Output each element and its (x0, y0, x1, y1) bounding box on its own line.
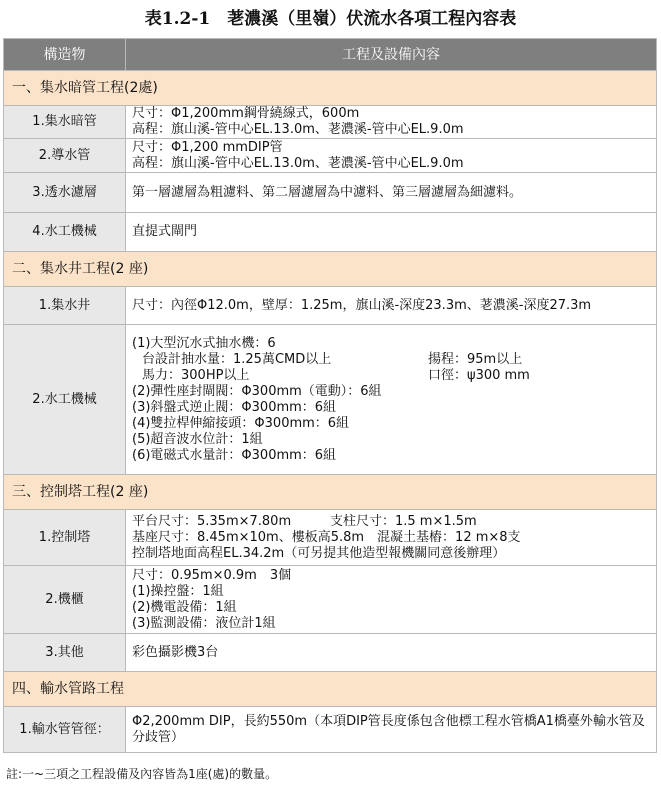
row-content (126, 106, 657, 139)
content-line: (5)超音波水位計：1組 (132, 431, 263, 447)
content-line: 控制塔地面高程EL.34.2m（可另提其他造型報機關同意後辦理） (132, 545, 506, 561)
content-line: (1)大型沉水式抽水機：6 (132, 335, 276, 351)
table-note: 註:一~三項之工程設備及內容皆為1座(處)的數量。 (6, 767, 278, 781)
section-transmission-pipes: 四、輸水管路工程 (4, 672, 657, 707)
works-table (3, 38, 657, 753)
content-line: 彩色攝影機3台 (132, 644, 219, 660)
content-line: (3)斜盤式逆止閥：Φ300mm：6組 (132, 399, 337, 415)
content-line: 尺寸：內徑Φ12.0m，壁厚：1.25m，旗山溪-深度23.3m、荖濃溪-深度27.3m (132, 297, 592, 313)
row-name: 1.集水暗管 (4, 106, 126, 139)
section-row (4, 252, 657, 287)
row-name: 3.其他 (4, 634, 126, 672)
content-line: (6)電磁式水量計：Φ300mm：6組 (132, 447, 337, 463)
header-structure: 構造物 (4, 39, 126, 71)
content-line: 基座尺寸：8.45m×10m、樓板高5.8m 混凝土基樁：12 m×8支 (132, 529, 521, 545)
row-name: 2.導水管 (4, 139, 126, 173)
section-row (4, 672, 657, 707)
content-line: 第一層濾層為粗濾料、第二層濾層為中濾料、第三層濾層為細濾料。 (132, 184, 523, 200)
content-line: (1)操控盤：1組 (132, 583, 224, 599)
row-name: 4.水工機械 (4, 213, 126, 252)
row-content (126, 173, 657, 213)
table-row (4, 634, 657, 672)
row-content (126, 139, 657, 173)
table-title: 表1.2-1 荖濃溪（里嶺）伏流水各項工程內容表 (144, 9, 517, 29)
row-name: 3.透水濾層 (4, 173, 126, 213)
table-row (4, 173, 657, 213)
content-line: (2)彈性座封閘閥：Φ300mm（電動）：6組 (132, 383, 382, 399)
row-name: 2.機櫃 (4, 566, 126, 634)
section-row (4, 475, 657, 510)
section-row (4, 71, 657, 106)
table-row (4, 325, 657, 475)
row-content (126, 213, 657, 252)
content-line: 尺寸：Φ1,200 mmDIP管 (132, 139, 283, 155)
section-control-tower: 三、控制塔工程(2 座) (4, 475, 657, 510)
table-row (4, 213, 657, 252)
table-header-row (4, 39, 657, 71)
content-segment: 揚程：95m以上 (428, 351, 523, 367)
header-content: 工程及設備內容 (126, 39, 657, 71)
row-content (126, 634, 657, 672)
content-line: 直提式閘門 (132, 224, 198, 239)
content-line: (4)雙拉桿伸縮接頭：Φ300mm：6組 (132, 415, 350, 431)
content-line (132, 368, 650, 384)
content-line: 高程：旗山溪-管中心EL.13.0m、荖濃溪-管中心EL.9.0m (132, 122, 464, 137)
row-content (126, 707, 657, 753)
row-name: 1.輸水管管徑： (4, 707, 126, 753)
content-line: 尺寸：0.95m×0.9m 3個 (132, 567, 292, 583)
section-collector-pipes: 一、集水暗管工程(2處) (4, 71, 657, 106)
content-segment: 馬力：300HP以上 (142, 367, 250, 383)
table-row (4, 106, 657, 139)
row-content (126, 510, 657, 566)
content-line: 尺寸：Φ1,200mm鋼骨繞線式，600m (132, 106, 360, 121)
row-name: 1.控制塔 (4, 510, 126, 566)
row-content (126, 566, 657, 634)
table-row (4, 707, 657, 753)
row-content (126, 325, 657, 475)
content-line: (3)監測設備：液位計1組 (132, 615, 276, 631)
content-line: Φ2,200mm DIP，長約550m（本項DIP管長度係包含他標工程水管橋A1橋臺外輸水管及分歧管） (132, 713, 645, 745)
table-row (4, 287, 657, 325)
content-segment: 台設計抽水量：1.25萬CMD以上 (142, 351, 332, 367)
content-segment: 口徑：ψ300 mm (428, 367, 530, 383)
content-line (132, 514, 650, 530)
table-row (4, 139, 657, 173)
content-line: 高程：旗山溪-管中心EL.13.0m、荖濃溪-管中心EL.9.0m (132, 155, 464, 171)
content-segment: 平台尺寸：5.35m×7.80m (132, 513, 292, 529)
row-content (126, 287, 657, 325)
section-collector-wells: 二、集水井工程(2 座) (4, 252, 657, 287)
content-line (132, 352, 650, 368)
table-row (4, 510, 657, 566)
row-name: 2.水工機械 (4, 325, 126, 475)
table-row (4, 566, 657, 634)
content-line: (2)機電設備：1組 (132, 599, 237, 615)
row-name: 1.集水井 (4, 287, 126, 325)
content-segment: 支柱尺寸：1.5 m×1.5m (330, 513, 477, 529)
